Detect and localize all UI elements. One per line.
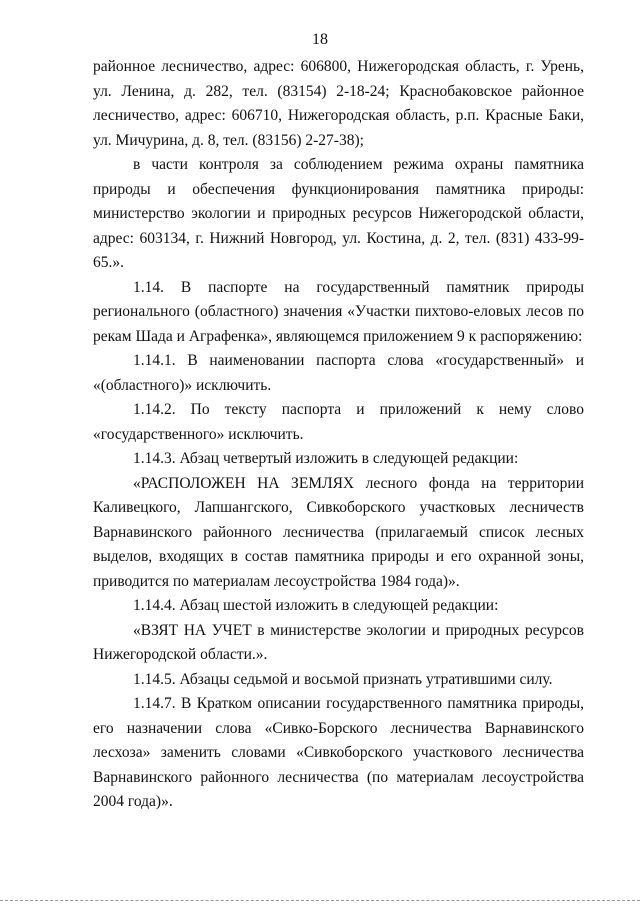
paragraph-1-14-2: 1.14.2. По тексту паспорта и приложений к нему слово «государственного» исключить. — [93, 401, 584, 443]
paragraph-1-14-3: 1.14.3. Абзац четвертый изложить в следующей редакции: — [133, 450, 519, 467]
paragraph-1-14-4: 1.14.4. Абзац шестой изложить в следующей редакции: — [133, 597, 499, 614]
paragraph-located-on-lands: «РАСПОЛОЖЕН НА ЗЕМЛЯХ лесного фонда на территории Каливецкого, Лапшангского, Сивкоборского участковых лесничеств Варнавинского районного лесничества (прилагаемый список лесных выделов, входящих в состав памятника природы и его охранной зоны, приводится по материалам лесоустройства 1984 года)». — [93, 474, 584, 590]
paragraph-1-14-7: 1.14.7. В Кратком описании государственного памятника природы, его назначении слова «Сивко-Борского лесничества Варнавинского лесхоза» заменить словами «Сивкоборского участкового лесничества Варнавинского районного лесничества (по материалам лесоустройства 2004 года)». — [93, 695, 584, 810]
paragraph-1-14: 1.14. В паспорте на государственный памятник природы регионального (областного) значения «Участки пихтово-еловых лесов по рекам Шада и Аграфенка», являющемся приложением 9 к распоряжению: — [93, 278, 584, 345]
paragraph-1-14-1: 1.14.1. В наименовании паспорта слова «государственный» и «(областного)» исключить. — [93, 352, 584, 394]
paragraph-1-14-5: 1.14.5. Абзацы седьмой и восьмой признать утратившими силу. — [133, 670, 553, 688]
paragraph-forestry-addresses: районное лесничество, адрес: 606800, Нижегородская область, г. Урень, ул. Ленина, д. 282, тел. (83154) 2-18-24; Краснобаковское районное лесничество, адрес: 606710, Нижегородская область, р.п. Красные Баки, ул. Мичурина, д. 8, тел. (83156) 2-27-38); — [93, 58, 584, 149]
page-number: 18 — [312, 31, 328, 48]
paragraph-registered: «ВЗЯТ НА УЧЕТ в министерстве экологии и природных ресурсов Нижегородской области.». — [93, 621, 584, 663]
paragraph-control-ministry: в части контроля за соблюдением режима охраны памятника природы и обеспечения функционирования памятника природы: министерство экологии и природных ресурсов Нижегородской области, адрес: 603134, г. Нижний Новгород, ул. Костина, д. 2, тел. (831) 433-99-65.». — [93, 156, 584, 271]
scan-bottom-edge — [0, 900, 640, 901]
document-body — [93, 55, 584, 815]
